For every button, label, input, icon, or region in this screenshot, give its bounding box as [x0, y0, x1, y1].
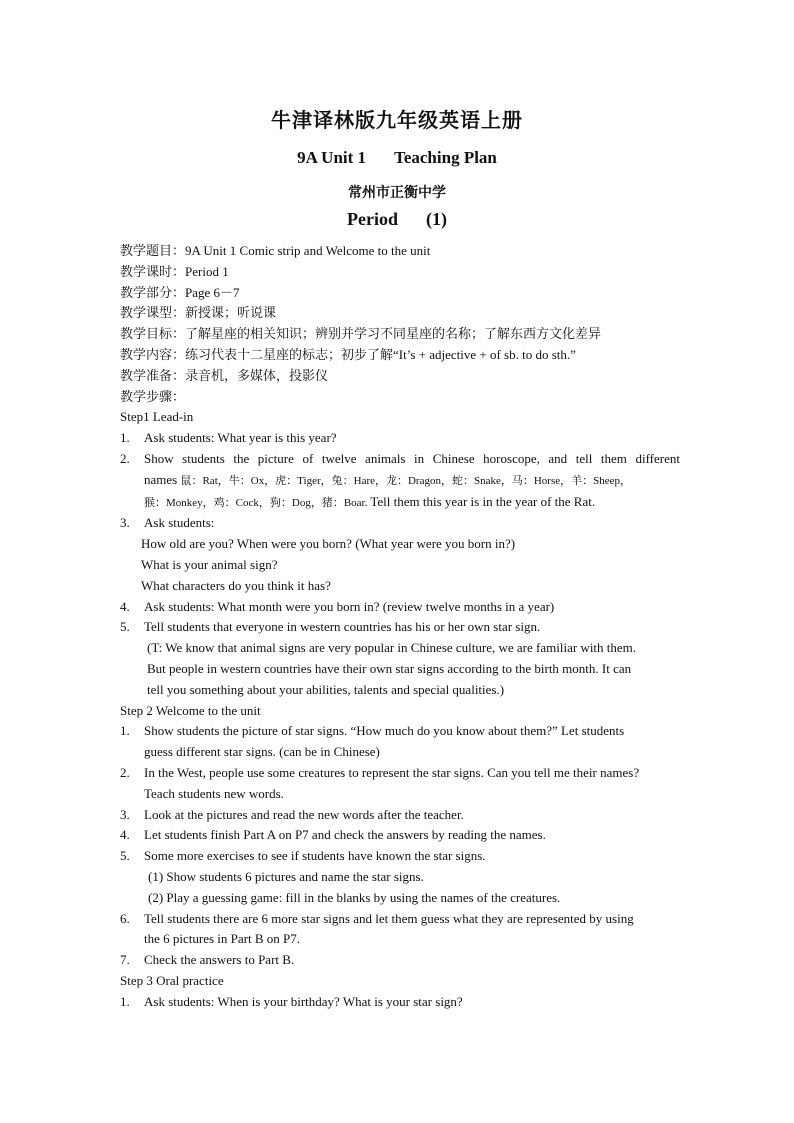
period-heading	[0, 209, 794, 230]
list-text-line: Teach students new words.	[144, 785, 284, 801]
list-text: Tell students that everyone in western countries has his or her own star sign.	[144, 619, 541, 635]
note-line: (T: We know that animal signs are very popular in Chinese culture, we are familiar with them.	[147, 640, 637, 656]
list-text: Some more exercises to see if students have known the star signs.	[144, 848, 486, 864]
list-number: 4.	[120, 827, 130, 843]
list-text: Ask students: What month were you born in? (review twelve months in a year)	[144, 598, 555, 614]
sub-item: (1) Show students 6 pictures and name the star signs.	[148, 868, 424, 884]
list-text: Look at the pictures and read the new words after the teacher.	[144, 806, 464, 822]
step2-heading: Step 2 Welcome to the unit	[120, 702, 261, 718]
list-item	[120, 597, 680, 618]
zodiac-animals-part: 鼠：Rat，牛：Ox，虎：Tiger，兔：Hare，龙：Dragon，蛇：Snake，马：Horse，羊：Sheep，	[180, 474, 632, 487]
list-text-line: the 6 pictures in Part B on P7.	[144, 931, 300, 947]
period-label: Period	[347, 209, 398, 229]
info-period: 教学课时：Period 1	[120, 263, 229, 279]
info-objectives: 教学目标：了解星座的相关知识；辨别并学习不同星座的名称；了解东西方文化差异	[120, 326, 602, 342]
note-line: tell you something about your abilities, talents and special qualities.)	[147, 681, 505, 697]
plan-label: Teaching Plan	[394, 148, 497, 167]
question-line: What is your animal sign?	[141, 556, 278, 572]
list-item	[120, 617, 680, 638]
list-text	[144, 449, 680, 513]
list-item	[120, 513, 680, 534]
list-item	[120, 805, 680, 826]
question-line: What characters do you think it has?	[141, 577, 331, 593]
list-text	[144, 763, 680, 805]
list-text-line: guess different star signs. (can be in Chinese)	[144, 744, 380, 760]
list-text: Let students finish Part A on P7 and check the answers by reading the names.	[144, 827, 546, 843]
list-text: Ask students:	[144, 515, 215, 531]
list-number: 3.	[120, 806, 130, 822]
list-item	[120, 721, 680, 763]
step1-heading: Step1 Lead-in	[120, 409, 194, 425]
period-number: (1)	[426, 209, 447, 229]
list-number: 1.	[120, 723, 130, 739]
note-line: But people in western countries have their own star signs according to the birth month. It can	[147, 660, 632, 676]
list-text-part: Tell them this year is in the year of the Rat.	[367, 493, 596, 509]
list-text-line	[144, 492, 680, 514]
list-number: 6.	[120, 910, 130, 926]
school-name: 常州市正衡中学	[348, 186, 446, 201]
unit-label: 9A Unit 1	[297, 148, 367, 167]
list-number: 5.	[120, 619, 130, 635]
list-item	[120, 449, 680, 513]
list-number: 1.	[120, 993, 130, 1009]
list-number: 4.	[120, 598, 130, 614]
info-topic: 教学题目：9A Unit 1 Comic strip and Welcome to the unit	[120, 243, 431, 258]
list-text: Ask students: What year is this year?	[144, 430, 337, 446]
list-item	[120, 992, 680, 1013]
list-item	[120, 428, 680, 449]
list-number: 7.	[120, 952, 130, 968]
list-number: 5.	[120, 848, 130, 864]
info-preparation: 教学准备：录音机，多媒体，投影仪	[120, 367, 329, 383]
document-title: 牛津译林版九年级英语上册	[271, 110, 523, 132]
list-text: Check the answers to Part B.	[144, 952, 295, 968]
list-number: 2.	[120, 764, 130, 780]
list-text-line: In the West, people use some creatures to represent the star signs. Can you tell me their names?	[144, 764, 640, 780]
list-text-line: Show students the picture of twelve animals in Chinese horoscope, and tell them different	[144, 450, 680, 466]
list-number: 3.	[120, 515, 130, 531]
info-content: 教学内容：练习代表十二星座的标志；初步了解“It’s + adjective + of sb. to do sth.”	[120, 346, 576, 362]
list-text-line	[144, 470, 680, 492]
list-item	[120, 909, 680, 951]
list-number: 2.	[120, 450, 130, 466]
list-number: 1.	[120, 430, 130, 446]
list-item	[120, 825, 680, 846]
list-text-part: names	[144, 471, 181, 487]
info-pages: 教学部分：Page 6－7	[120, 284, 240, 300]
list-text: Ask students: When is your birthday? What is your star sign?	[144, 993, 463, 1009]
list-item	[120, 846, 680, 867]
sub-item: (2) Play a guessing game: fill in the blanks by using the names of the creatures.	[148, 889, 561, 905]
info-lesson-type: 教学课型：新授课；听说课	[120, 305, 277, 321]
info-steps: 教学步骤：	[120, 388, 186, 404]
document-body	[120, 241, 680, 1012]
step3-heading: Step 3 Oral practice	[120, 972, 224, 988]
list-text	[144, 721, 680, 763]
list-item	[120, 950, 680, 971]
zodiac-animals-part: 猴：Monkey，鸡：Cock，狗：Dog，猪：Boar.	[144, 496, 368, 509]
question-line: How old are you? When were you born? (What year were you born in?)	[141, 536, 516, 552]
list-text-line: Tell students there are 6 more star signs and let them guess what they are represented by using	[144, 910, 634, 926]
unit-heading	[0, 148, 794, 168]
list-item	[120, 763, 680, 805]
list-text	[144, 909, 680, 951]
list-text-line: Show students the picture of star signs. “How much do you know about them?” Let students	[144, 723, 625, 739]
